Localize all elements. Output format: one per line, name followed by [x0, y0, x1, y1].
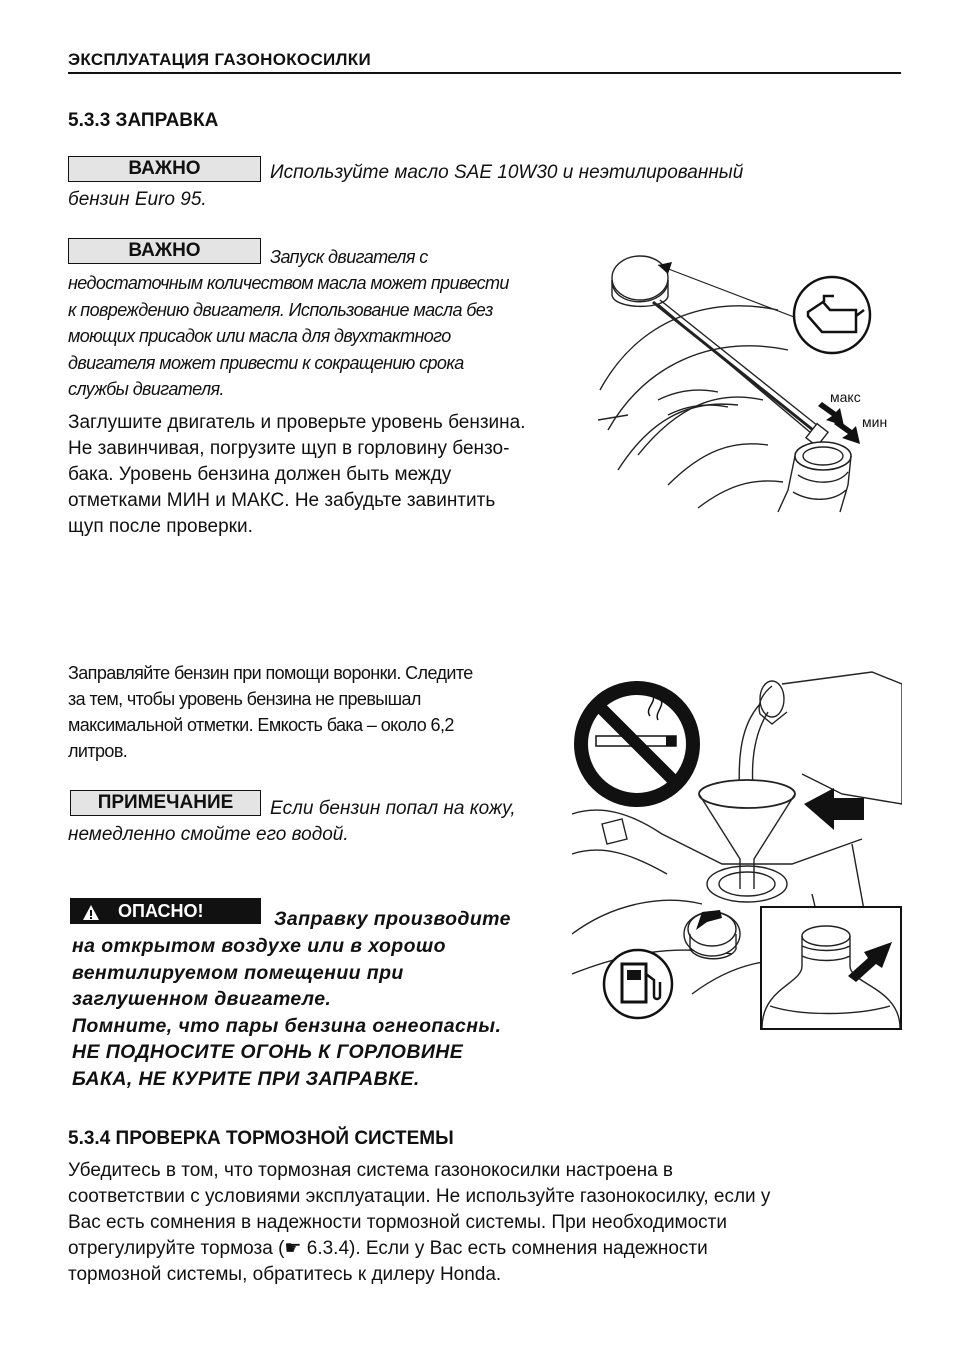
section-heading-brakes: 5.3.4 ПРОВЕРКА ТОРМОЗНОЙ СИСТЕМЫ [68, 1128, 454, 1149]
important-label-1: ВАЖНО [68, 156, 261, 182]
min-label: мин [862, 414, 888, 430]
paragraph-line [68, 1236, 770, 1262]
refuel-paragraph [68, 660, 473, 764]
paragraph-line: щуп после проверки. [68, 516, 253, 537]
paragraph-line: литров. [68, 741, 128, 761]
important-text-1-line1: Используйте масло SAE 10W30 и неэтилированный [270, 162, 744, 183]
paragraph-line: тормозной системы, обратитесь к дилеру Honda. [68, 1264, 502, 1285]
section-heading-fuel: 5.3.3 ЗАПРАВКА [68, 110, 219, 131]
warning-triangle-icon [82, 904, 100, 921]
important-text-2-line: моющих присадок или масла для двухтактного [68, 326, 451, 346]
paragraph-line: соответствии с условиями эксплуатации. Не используйте газонокосилку, если у [68, 1186, 771, 1207]
note-text-line2: немедленно смойте его водой. [68, 824, 349, 845]
danger-line: БАКА, НЕ КУРИТЕ ПРИ ЗАПРАВКЕ. [72, 1067, 420, 1090]
important-text-2-line1: Запуск двигателя с [270, 247, 428, 267]
dipstick-illustration [598, 240, 898, 515]
fuel-check-paragraph [68, 410, 525, 540]
fuel-tank-neck-inset [760, 906, 902, 1030]
paragraph-line: Вас есть сомнения в надежности тормозной системы. При необходимости [68, 1212, 727, 1233]
paragraph-line: Заглушите двигатель и проверьте уровень бензина. [68, 412, 526, 433]
paragraph-line: Заправляйте бензин при помощи воронки. Следите [68, 663, 473, 683]
danger-label-text: ОПАСНО! [118, 901, 204, 921]
paragraph-line: Убедитесь в том, что тормозная система газонокосилки настроена в [68, 1160, 674, 1181]
important-label-2: ВАЖНО [68, 238, 261, 264]
max-label: макс [830, 389, 861, 405]
oil-can-icon [794, 277, 870, 353]
cross-reference-link[interactable]: 6.3.4). Если у Вас есть сомнения надежности [301, 1238, 708, 1259]
note-text-line1: Если бензин попал на кожу, [270, 798, 516, 819]
brakes-paragraph [68, 1158, 770, 1288]
paragraph-line: максимальной отметки. Емкость бака – около 6,2 [68, 715, 454, 735]
danger-line: НЕ ПОДНОСИТЕ ОГОНЬ К ГОРЛОВИНЕ [72, 1041, 464, 1063]
pointing-hand-icon: ☛ [284, 1238, 302, 1259]
important-text-2-line: к повреждению двигателя. Использование масла без [68, 299, 493, 320]
important-text-2-body [68, 270, 509, 403]
danger-label [70, 898, 261, 924]
important-text-2-line: двигателя может привести к сокращению срока [68, 352, 464, 373]
paragraph-line: за тем, чтобы уровень бензина не превышал [68, 689, 421, 709]
paragraph-line: отметками МИН и МАКС. Не забудьте завинтить [68, 490, 496, 511]
danger-text-line1: Заправку производите [274, 908, 511, 930]
important-text-2-line: службы двигателя. [68, 379, 224, 399]
note-label: ПРИМЕЧАНИЕ [70, 790, 261, 816]
paragraph-line: бака. Уровень бензина должен быть между [68, 464, 452, 485]
header-divider [68, 72, 901, 74]
page-header-title: ЭКСПЛУАТАЦИЯ ГАЗОНОКОСИЛКИ [68, 50, 371, 69]
line-text: отрегулируйте тормоза ( [68, 1238, 285, 1259]
important-text-2-line: недостаточным количеством масла может привести [68, 273, 509, 293]
fuel-pump-icon [604, 950, 672, 1018]
danger-line: вентилируемом помещении при [72, 961, 404, 984]
danger-text-body [72, 933, 501, 1092]
no-smoking-icon [581, 688, 693, 800]
important-text-1-line2: бензин Euro 95. [68, 189, 207, 210]
danger-line: заглушенном двигателе. [72, 988, 332, 1010]
paragraph-line: Не завинчивая, погрузите щуп в горловину бензо- [68, 438, 510, 459]
danger-line: Помните, что пары бензина огнеопасны. [72, 1014, 502, 1037]
danger-line: на открытом воздухе или в хорошо [72, 935, 446, 957]
